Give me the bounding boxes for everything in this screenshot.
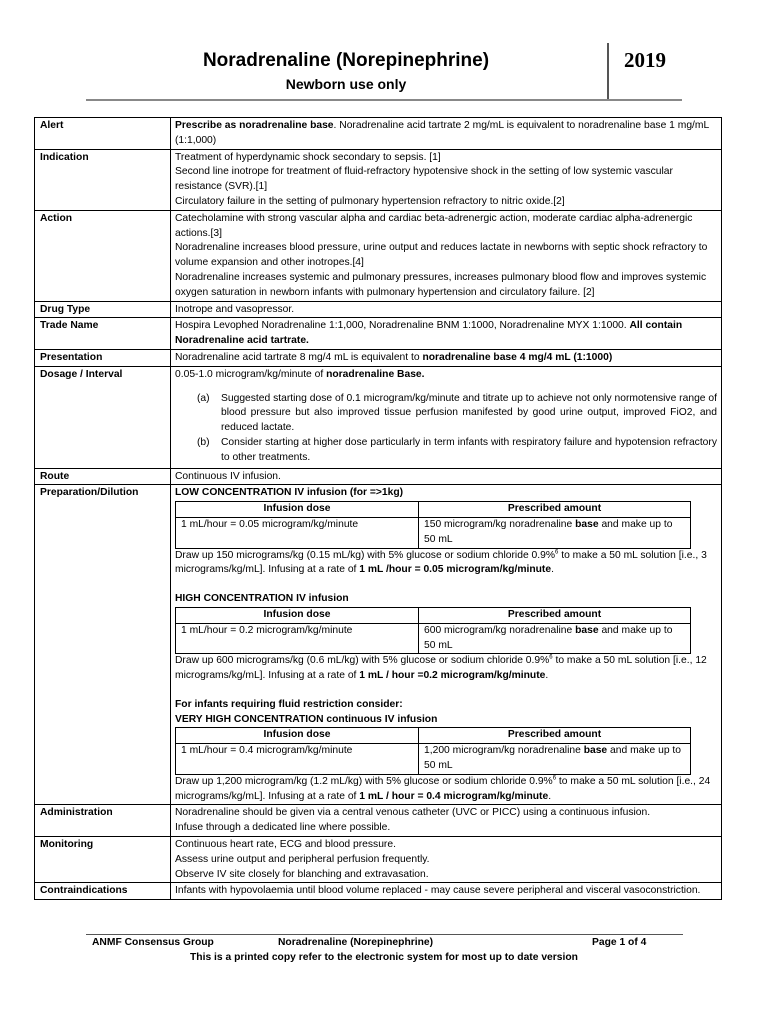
row-dosage: [35, 366, 722, 468]
dosage-text: 0.05-1.0 microgram/kg/minute of: [175, 368, 327, 380]
low-concentration-heading: LOW CONCENTRATION IV infusion (for =>1kg): [175, 487, 404, 499]
draw-text-mid: to make a 50 mL solution [i.e., 3 micrograms/kg/mL]. Infusing at a rate of: [175, 549, 707, 576]
row-action: [35, 210, 722, 301]
draw-text-mid: to make a 50 mL solution [i.e., 12 micrograms/kg/mL]. Infusing at a rate of: [175, 655, 707, 682]
col-prescribed-amount: Prescribed amount: [419, 728, 691, 744]
high-concentration-table: [175, 607, 691, 654]
dosage-item-marker: (a): [197, 392, 210, 404]
amount-text-end: and make up to 50 mL: [424, 518, 673, 545]
footer-group: ANMF Consensus Group: [92, 937, 214, 948]
row-monitoring: [35, 837, 722, 883]
presentation-bold: noradrenaline base 4 mg/4 mL (1:1000): [422, 351, 613, 363]
label-action: Action: [35, 210, 171, 301]
row-presentation: [35, 349, 722, 366]
infusion-dose-cell: 1 mL/hour = 0.2 microgram/kg/minute: [176, 623, 419, 654]
page-subtitle: Newborn use only: [285, 76, 407, 92]
action-line: Noradrenaline increases blood pressure, urine output and reduces lactate in newborns with septic shock refractory to volume expansion and other inotropes.[4]: [175, 242, 708, 269]
content-trade-name: [171, 318, 722, 350]
draw-rate: 1 mL / hour = 0.4 microgram/kg/minute: [359, 790, 549, 802]
col-prescribed-amount: Prescribed amount: [419, 607, 691, 623]
content-indication: [171, 149, 722, 210]
document-year: 2019: [624, 48, 666, 72]
amount-bold: base: [583, 745, 608, 757]
row-contraindications: [35, 883, 722, 900]
content-administration: [171, 805, 722, 837]
col-prescribed-amount: Prescribed amount: [419, 502, 691, 518]
prescribed-amount-cell: [419, 744, 691, 775]
content-monitoring: [171, 837, 722, 883]
indication-line: Treatment of hyperdynamic shock secondary to sepsis. [1]: [175, 151, 441, 163]
amount-bold: base: [575, 624, 599, 636]
row-alert: [35, 118, 722, 150]
alert-bold: Prescribe as noradrenaline base: [175, 120, 334, 131]
trade-name-text: Hospira Levophed Noradrenaline 1:1,000, Noradrenaline BNM 1:1000, Noradrenaline MYX 1:1000.: [175, 320, 630, 332]
footer-page-number: Page 1 of 4: [592, 937, 647, 948]
action-line: Noradrenaline increases systemic and pulmonary pressures, increases pulmonary blood flow and improves systemic oxygen saturation in newborn infants with pulmonary hypertension and circulatory failure. [2]: [175, 271, 707, 298]
amount-text: 1,200 microgram/kg noradrenaline: [424, 745, 584, 757]
col-infusion-dose: Infusion dose: [176, 728, 419, 744]
amount-text-end: and make up to 50 mL: [424, 624, 673, 651]
draw-rate: 1 mL / hour =0.2 microgram/kg/minute: [359, 670, 546, 682]
row-indication: [35, 149, 722, 210]
label-alert: Alert: [35, 118, 171, 150]
high-draw-up-instructions: [175, 654, 717, 684]
content-route: Continuous IV infusion.: [171, 468, 722, 485]
draw-text-mid: to make a 50 mL solution [i.e., 24 micrograms/kg/mL]. Infusing at a rate of: [175, 775, 711, 802]
label-presentation: Presentation: [35, 349, 171, 366]
content-alert: [171, 118, 722, 150]
content-presentation: [171, 349, 722, 366]
dosage-range: [175, 368, 717, 383]
row-drug-type: [35, 301, 722, 318]
infusion-dose-cell: 1 mL/hour = 0.05 microgram/kg/minute: [176, 517, 419, 548]
trade-name-bold: All contain Noradrenaline acid tartrate.: [175, 320, 683, 347]
very-high-concentration-heading: VERY HIGH CONCENTRATION continuous IV infusion: [175, 713, 438, 725]
row-preparation: [35, 485, 722, 805]
very-high-concentration-table: [175, 727, 691, 774]
administration-line: Infuse through a dedicated line where possible.: [175, 822, 391, 834]
amount-text-end: and make up to 50 mL: [424, 745, 682, 772]
amount-text: 600 microgram/kg noradrenaline: [424, 624, 576, 636]
administration-line: Noradrenaline should be given via a central venous catheter (UVC or PICC) using a continuous infusion.: [175, 807, 651, 819]
infusion-dose-cell: 1 mL/hour = 0.4 microgram/kg/minute: [176, 744, 419, 775]
label-dosage: Dosage / Interval: [35, 366, 171, 468]
row-administration: [35, 805, 722, 837]
monitoring-line: Assess urine output and peripheral perfusion frequently.: [175, 853, 430, 865]
col-infusion-dose: Infusion dose: [176, 607, 419, 623]
indication-line: Circulatory failure in the setting of pulmonary hypertension refractory to nitric oxide.[2]: [175, 195, 565, 207]
label-monitoring: Monitoring: [35, 837, 171, 883]
draw-end: .: [551, 564, 554, 576]
label-route: Route: [35, 468, 171, 485]
dosage-list: [175, 392, 717, 466]
draw-text: Draw up 150 micrograms/kg (0.15 mL/kg) with 5% glucose or sodium chloride 0.9%: [175, 549, 556, 561]
prescribed-amount-cell: [419, 623, 691, 654]
content-contraindications: Infants with hypovolaemia until blood volume replaced - may cause severe peripheral and visceral vasoconstriction.: [171, 883, 722, 900]
label-administration: Administration: [35, 805, 171, 837]
prescribed-amount-cell: [419, 517, 691, 548]
very-high-draw-up-instructions: [175, 775, 717, 805]
reference-marker: 6: [552, 775, 557, 782]
fluid-restriction-note: For infants requiring fluid restriction consider:: [175, 698, 403, 710]
label-drug-type: Drug Type: [35, 301, 171, 318]
draw-end: .: [548, 790, 552, 802]
label-trade-name: Trade Name: [35, 318, 171, 350]
monitoring-line: Continuous heart rate, ECG and blood pressure.: [175, 839, 396, 851]
monitoring-line: Observe IV site closely for blanching and extravasation.: [175, 868, 429, 880]
dosage-item: [175, 392, 717, 436]
draw-end: .: [545, 670, 549, 682]
dosage-bold: noradrenaline Base.: [326, 368, 425, 380]
content-action: [171, 210, 722, 301]
dosage-item-text: Consider starting at higher dose particularly in term infants with respiratory failure and hypotension refractory to other treatments.: [221, 436, 717, 463]
header-divider: [86, 99, 682, 101]
content-dosage: [171, 366, 722, 468]
draw-rate: 1 mL /hour = 0.05 microgram/kg/minute: [359, 564, 552, 576]
row-trade-name: [35, 318, 722, 350]
high-concentration-heading: HIGH CONCENTRATION IV infusion: [175, 593, 349, 605]
content-drug-type: Inotrope and vasopressor.: [171, 301, 722, 318]
amount-bold: base: [575, 518, 599, 530]
low-draw-up-instructions: [175, 549, 717, 579]
dosage-item: [175, 436, 717, 466]
low-concentration-table: [175, 501, 691, 548]
footer-drug: Noradrenaline (Norepinephrine): [278, 937, 434, 948]
drug-monograph-table: [34, 117, 722, 900]
dosage-item-marker: (b): [197, 436, 210, 448]
amount-text: 150 microgram/kg noradrenaline: [424, 518, 576, 530]
alert-text: . Noradrenaline acid tartrate 2 mg/mL is equivalent to noradrenaline base 1 mg/mL (1:1,000): [175, 120, 709, 146]
footer-note: This is a printed copy refer to the electronic system for most up to date version: [190, 952, 578, 963]
draw-text: Draw up 1,200 microgram/kg (1.2 mL/kg) with 5% glucose or sodium chloride 0.9%: [175, 775, 553, 787]
content-preparation: [171, 485, 722, 805]
footer-divider: [86, 934, 683, 935]
header-divider-vertical: [607, 43, 609, 100]
indication-line: Second line inotrope for treatment of fluid-refractory hypotensive shock in the setting of low systemic vascular resistance (SVR).[1]: [175, 166, 673, 193]
action-line: Catecholamine with strong vascular alpha and cardiac beta-adrenergic action, moderate cardiac alpha-adrenergic actions.[3]: [175, 212, 693, 239]
label-preparation: Preparation/Dilution: [35, 485, 171, 805]
label-indication: Indication: [35, 149, 171, 210]
row-route: [35, 468, 722, 485]
reference-marker: 6: [555, 549, 559, 556]
page-title: Noradrenaline (Norepinephrine): [202, 50, 490, 71]
presentation-text: Noradrenaline acid tartrate 8 mg/4 mL is equivalent to: [175, 351, 423, 363]
dosage-item-text: Suggested starting dose of 0.1 microgram/kg/minute and titrate up to achieve not only normotensive range of blood pressure but also improved tissue perfusion manifested by good urine output, improved FiO2, and reduced lactate.: [221, 392, 717, 434]
label-contraindications: Contraindications: [35, 883, 171, 900]
draw-text: Draw up 600 micrograms/kg (0.6 mL/kg) with 5% glucose or sodium chloride 0.9%: [175, 655, 550, 667]
col-infusion-dose: Infusion dose: [176, 502, 419, 518]
reference-marker: 6: [549, 654, 553, 661]
